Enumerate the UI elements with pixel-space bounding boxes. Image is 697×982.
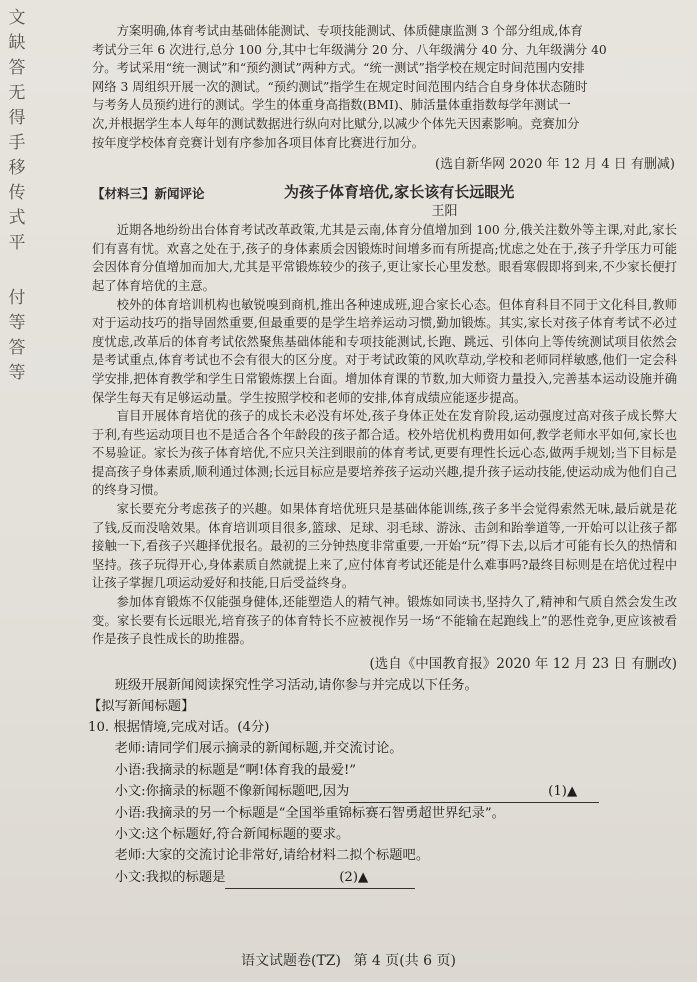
margin-char: 平 <box>8 233 26 253</box>
margin-char: 等 <box>8 363 26 383</box>
material-label: 【材料三】新闻评论 <box>92 186 205 202</box>
dialogue-line <box>88 867 677 889</box>
paragraph: 校外的体育培训机构也敏锐嗅到商机,推出各种速成班,迎合家长心态。但体育科目不同于文化科目,教师对于运动技巧的指导固然重要,但最重要的是学生培养运动习惯,勤加锻炼。其实,家长对孩子体育考试不必过度忧虑,改革后的体育考试依然聚焦基础体能和专项技能测试,长跑、跳远、引体向上等传统测试项目依然会是考试重点,体育考试也不会有很大的区分度。对于考试政策的风吹草动,学校和老师同样敏感,他们一定会科学安排,把体育教学和学生日常锻炼摆上台面。增加体育课的节数,加大师资力量投入,完善基本运动设施并确保学生每天有足够运动量。学生按照学校和老师的安排,体育成绩应能逐步提高。 <box>92 297 677 405</box>
paragraph: 近期各地纷纷出台体育考试改革政策,尤其是云南,体育分值增加到 100 分,俄关注数外等主课,对此,家长们有喜有忧。欢喜之处在于,孩子的身体素质会因锻炼时间增多而有所提高;忧虑之处在于,孩子升学压力可能会因体育分值增加而加大,尤其是平常锻炼较少的孩子,更让家长心里发愁。眼看寒假即将到来,不少家长便打起了体育培优的主意。 <box>92 223 677 293</box>
margin-char: 答 <box>8 338 26 358</box>
margin-char: 文 <box>8 8 26 28</box>
source-citation: (选自《中国教育报》2020 年 12 月 23 日 有删改) <box>369 655 677 672</box>
dialogue-text: 小文:你摘录的标题不像新闻标题吧,因为 <box>114 783 350 799</box>
page-content <box>88 22 677 889</box>
page-number: 第 4 页(共 6 页) <box>353 953 456 969</box>
task-intro: 班级开展新闻阅读探究性学习活动,请你参与并完成以下任务。 <box>114 677 478 693</box>
article-title: 为孩子体育培优,家长该有长远眼光 <box>284 183 515 202</box>
paragraph: 参加体育锻炼不仅能强身健体,还能塑造人的精气神。锻炼如同读书,坚持久了,精神和气质自然会发生改变。家长要有长远眼光,培育孩子的体育特长不应被视作另一场“不能输在起跑线上”的恶性竞争,更应该被看作是孩子良性成长的助推器。 <box>92 595 677 647</box>
dialogue-text: 小文:我拟的标题是 <box>114 869 226 885</box>
text-line: 与考务人员预约进行的测试。学生的体重身高指数(BMI)、肺活量体重指数每学年测试一 <box>92 98 571 113</box>
answer-blank-1[interactable] <box>349 781 599 803</box>
dialogue-line: 老师:请同学们展示摘录的新闻标题,并交流讨论。 <box>114 741 403 757</box>
article-author: 王阳 <box>431 204 458 220</box>
blank-marker: (1)▲ <box>548 783 578 799</box>
text-line: 网络 3 周组织开展一次的测试。“预约测试”指学生在规定时间范围内结合自身身体状态随时 <box>92 79 588 94</box>
blank-marker: (2)▲ <box>339 869 369 885</box>
text-line: 考试分三年 6 次进行,总分 100 分,其中七年级满分 20 分、八年级满分 40 分、九年级满分 40 <box>92 42 607 57</box>
margin-char: 手 <box>8 133 26 153</box>
source-citation: (选自新华网 2020 年 12 月 4 日 有删减) <box>435 157 675 173</box>
paragraph: 盲目开展体育培优的孩子的成长未必没有坏处,孩子身体正处在发育阶段,运动强度过高对孩子成长弊大于利,有些运动项目也不是适合各个年龄段的孩子都合适。校外培优机构费用如何,教学老师水平如何,家长也不易验证。家长为孩子体育培优,不应只关注到眼前的体育考试,更要有理性长远心态,做两手规划;当下目标是提高孩子身体素质,顺利通过体测;长远目标应是要培养孩子运动兴趣,提升孩子运动技能,使运动成为他们自己的终身习惯。 <box>92 409 677 498</box>
dialogue-line: 小语:我摘录的标题是“啊!体育我的最爱!” <box>114 762 357 778</box>
paragraph: 家长要充分考虑孩子的兴趣。如果体育培优班只是基础体能训练,孩子多半会觉得索然无味,最后就是花了钱,反而没啥效果。体育培训项目很多,篮球、足球、羽毛球、游泳、击剑和跆拳道等,一开始可以让孩子都接触一下,看孩子兴趣择优报名。最初的三分钟热度非常重要,一开始“玩”得下去,以后才可能有长久的热情和坚持。孩子玩得开心,身体素质自然就提上来了,应付体育考试还能是什么难事吗?最终目标则是在培优过程中让孩子掌握几项运动爱好和技能,日后受益终身。 <box>92 502 677 591</box>
margin-char: 等 <box>8 313 26 333</box>
margin-char: 缺 <box>8 33 26 53</box>
article-body <box>92 221 677 649</box>
dialogue-line: 老师:大家的交流讨论非常好,请给材料二拟个标题吧。 <box>114 848 430 864</box>
margin-char: 答 <box>8 58 26 78</box>
text-line: 次,并根据学生本人每年的测试数据进行纵向对比赋分,以减少个体先天因素影响。竞赛加分 <box>92 116 580 131</box>
question-10: 10. 根据情境,完成对话。(4分) <box>88 720 270 736</box>
paper-code: 语文试题卷(TZ) <box>241 953 341 969</box>
answer-blank-2[interactable] <box>225 867 415 889</box>
margin-char: 得 <box>8 108 26 128</box>
margin-char: 移 <box>8 158 26 178</box>
task-section <box>88 675 677 889</box>
margin-char: 式 <box>8 208 26 228</box>
margin-char: 无 <box>8 83 26 103</box>
section-label: 【拟写新闻标题】 <box>88 699 195 715</box>
material3-header <box>92 181 677 203</box>
page-footer <box>0 950 697 970</box>
text-line: 按年度学校体育竞赛计划有序参加各项目体育比赛进行加分。 <box>92 135 425 150</box>
margin-char: 付 <box>8 288 26 308</box>
text-line: 分。考试采用“统一测试”和“预约测试”两种方式。“统一测试”指学校在规定时间范围内安排 <box>92 61 585 76</box>
material2-tail <box>92 22 677 175</box>
dialogue-line: 小文:这个标题好,符合新闻标题的要求。 <box>114 827 350 843</box>
dialogue-line: 小语:我摘录的另一个标题是“全国举重锦标赛石智勇超世界纪录”。 <box>114 806 505 822</box>
dialogue-line <box>88 781 677 803</box>
margin-char: 传 <box>8 183 26 203</box>
text-line: 方案明确,体育考试由基础体能测试、专项技能测试、体质健康监测 3 个部分组成,体育 <box>116 24 583 38</box>
margin-note <box>8 6 26 386</box>
